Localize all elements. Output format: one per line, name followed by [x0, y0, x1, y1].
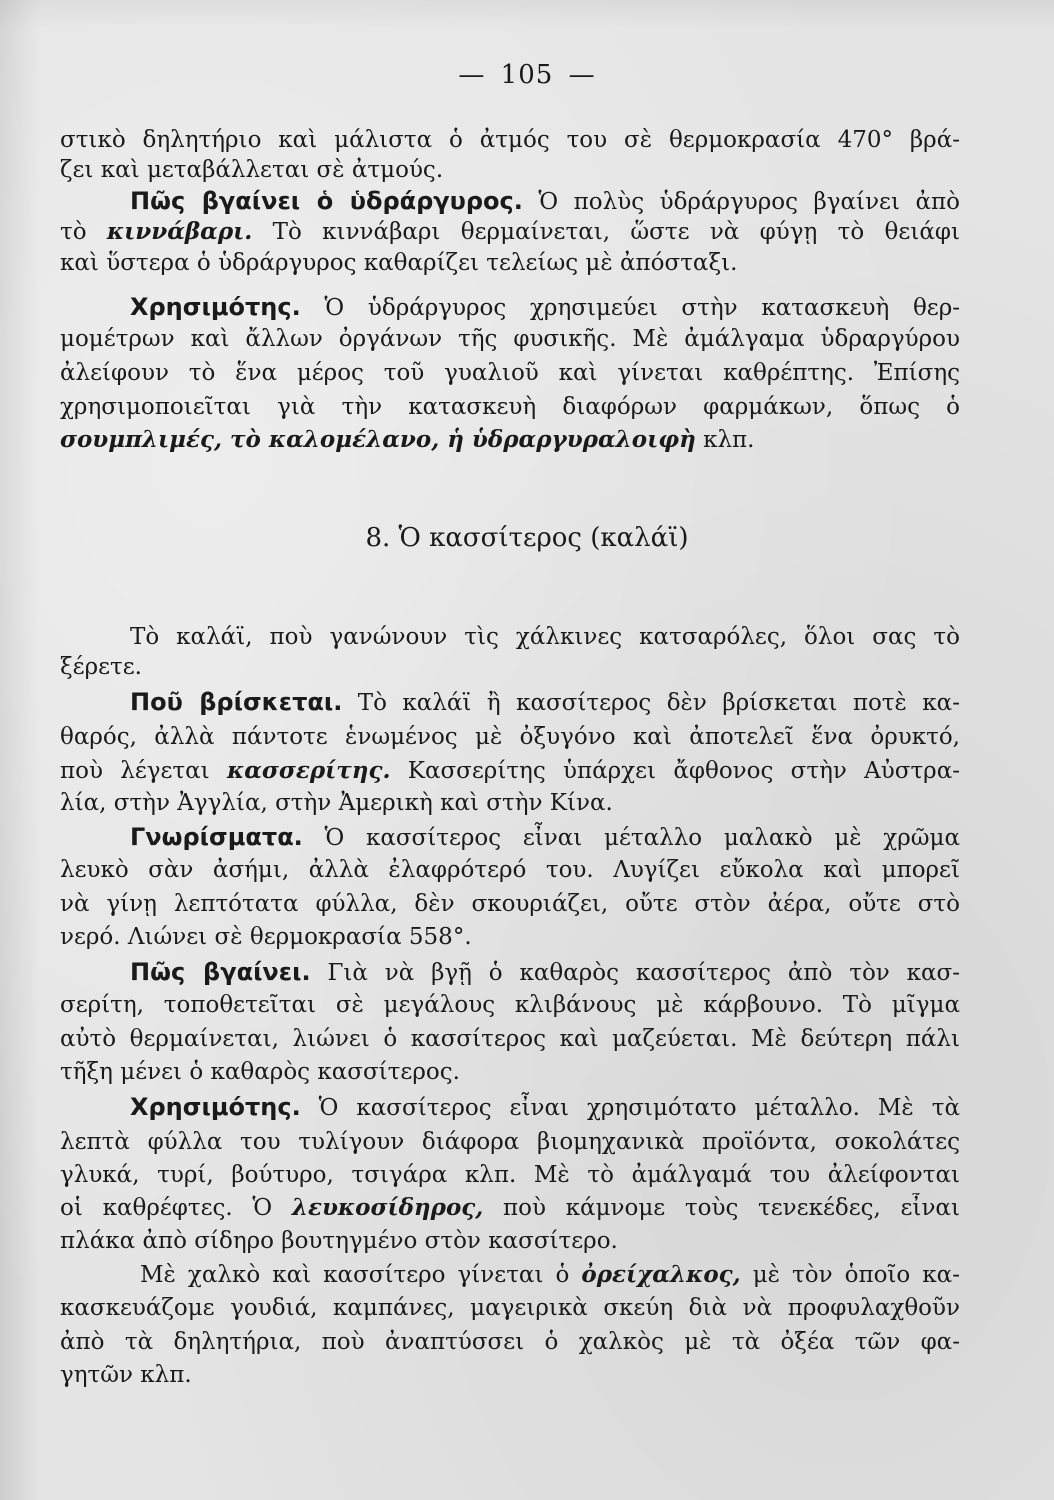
heading-usefulness-tin: Χρησιμότης.	[130, 1093, 301, 1121]
text-line	[130, 822, 960, 853]
text-line	[60, 392, 960, 422]
text-span: ζει καὶ μεταβάλλεται σὲ ἀτμούς.	[60, 157, 444, 183]
text-span: Ὁ ὑδράργυρος χρησιμεύει στὴν κατασκευὴ θερ-	[300, 295, 960, 321]
text-line	[60, 425, 960, 455]
text-span: σερίτη, τοποθετεῖται σὲ μεγάλους κλιβάνους μὲ κάρβουνο. Τὸ μῖγμα	[60, 992, 960, 1018]
text-line	[60, 990, 960, 1020]
text-span: πλάκα ἀπὸ σίδηρο βουτηγμένο στὸν κασσίτερο.	[60, 1228, 618, 1254]
text-span: Τὸ καλάϊ ἢ κασσίτερος δὲν βρίσκεται ποτὲ κα-	[342, 690, 960, 716]
text-line	[60, 922, 960, 952]
text-span: νὰ γίνῃ λεπτότατα φύλλα, δὲν σκουριάζει, οὔτε στὸν ἀέρα, οὔτε στὸ	[60, 891, 960, 917]
text-span: μομέτρων καὶ ἄλλων ὀργάνων τῆς φυσικῆς. Μὲ ἀμάλγαμα ὑδραργύρου	[60, 326, 960, 352]
page-number-value: 105	[500, 60, 554, 90]
text-span: ξέρετε.	[60, 654, 142, 680]
text-line	[60, 1293, 960, 1323]
text-span: Γιὰ νὰ βγῇ ὁ καθαρὸς κασσίτερος ἀπὸ τὸν κασ-	[310, 960, 960, 986]
heading-where-found: Ποῦ βρίσκεται.	[130, 688, 343, 716]
text-line	[130, 1092, 960, 1123]
text-line	[60, 756, 960, 786]
text-span: λεπτὰ φύλλα του τυλίγουν διάφορα βιομηχανικὰ προϊόντα, σοκολάτες	[60, 1129, 960, 1155]
text-line	[60, 1226, 960, 1256]
text-line	[60, 788, 960, 818]
text-line	[60, 652, 960, 682]
text-line	[60, 1024, 960, 1054]
text-span: Τὸ κιννάβαρι θερμαίνεται, ὥστε νὰ φύγῃ τὸ θειάφι	[252, 219, 960, 245]
italic-term: κιννάβαρι.	[106, 218, 253, 245]
page-number	[0, 60, 1054, 90]
text-line	[60, 1360, 960, 1390]
text-span: τῆξη μένει ὁ καθαρὸς κασσίτερος.	[60, 1059, 460, 1085]
text-span: ποὺ κάμνομε τοὺς τενεκέδες, εἶναι	[483, 1195, 960, 1221]
text-span: τὸ	[60, 219, 107, 245]
text-line	[60, 248, 960, 278]
text-span: κασκευάζομε γουδιά, καμπάνες, μαγειρικὰ σκεύη διὰ νὰ προφυλαχθοῦν	[60, 1295, 960, 1321]
text-span: λία, στὴν Ἀγγλία, στὴν Ἀμερικὴ καὶ στὴν Κίνα.	[60, 790, 613, 816]
text-line	[60, 125, 960, 155]
text-line	[60, 1057, 960, 1087]
text-span: Ὁ κασσίτερος εἶναι μέταλλο μαλακὸ μὲ χρῶμα	[302, 825, 960, 851]
section-title: 8. Ὁ κασσίτερος (καλάϊ)	[365, 523, 689, 553]
page-number-dash-right: —	[568, 60, 596, 90]
heading-usefulness: Χρησιμότης.	[130, 293, 301, 321]
text-span: στικὸ δηλητήριο καὶ μάλιστα ὁ ἀτμός του σὲ θερμοκρασία 470° βρά-	[60, 127, 960, 153]
heading-how-extracted: Πῶς βγαίνει ὁ ὑδράργυρος.	[130, 187, 523, 215]
text-span: Ὁ κασσίτερος εἶναι χρησιμότατο μέταλλο. Μὲ τὰ	[300, 1095, 960, 1121]
page-number-dash-left: —	[458, 60, 486, 90]
text-line	[60, 1127, 960, 1157]
heading-characteristics: Γνωρίσματα.	[130, 823, 303, 851]
text-line	[60, 217, 960, 247]
italic-term: σουμπλιμές, τὸ καλομέλανο, ἡ ὑδραργυραλοιφὴ	[60, 426, 696, 453]
text-line	[60, 855, 960, 885]
text-span: καὶ ὕστερα ὁ ὑδράργυρος καθαρίζει τελείως μὲ ἀπόσταξι.	[60, 250, 738, 276]
text-span: ποὺ λέγεται	[60, 758, 227, 784]
text-span: Κασσερίτης ὑπάρχει ἄφθονος στὴν Αὐστρα-	[390, 758, 960, 784]
text-line	[130, 186, 960, 217]
text-span: θαρός, ἀλλὰ πάντοτε ἑνωμένος μὲ ὀξυγόνο καὶ ἀποτελεῖ ἕνα ὀρυκτό,	[60, 724, 960, 750]
text-span: ἀπὸ τὰ δηλητήρια, ποὺ ἀναπτύσσει ὁ χαλκὸς μὲ τὰ ὀξέα τῶν φα-	[60, 1329, 960, 1355]
text-line	[130, 622, 960, 652]
text-span: Μὲ χαλκὸ καὶ κασσίτερο γίνεται ὁ	[140, 1262, 582, 1288]
text-line	[130, 292, 960, 323]
italic-term: ὀρείχαλκος,	[581, 1261, 741, 1288]
text-span: νερό. Λιώνει σὲ θερμοκρασία 558°.	[60, 924, 472, 950]
text-span: γητῶν κλπ.	[60, 1362, 192, 1388]
text-span: μὲ τὸν ὁποῖο κα-	[740, 1262, 960, 1288]
text-line	[140, 1260, 960, 1290]
text-line	[60, 1193, 960, 1223]
text-span: λευκὸ σὰν ἀσήμι, ἀλλὰ ἐλαφρότερό του. Λυγίζει εὔκολα καὶ μπορεῖ	[60, 857, 960, 883]
text-line	[60, 722, 960, 752]
text-span: ἀλείφουν τὸ ἕνα μέρος τοῦ γυαλιοῦ καὶ γίνεται καθρέπτης. Ἐπίσης	[60, 360, 960, 386]
italic-term: κασσερίτης.	[226, 757, 391, 784]
text-span: κλπ.	[695, 427, 755, 453]
text-span: Τὸ καλάϊ, ποὺ γανώνουν τὶς χάλκινες κατσαρόλες, ὅλοι σας τὸ	[130, 624, 960, 650]
text-span: γλυκά, τυρί, βούτυρο, τσιγάρα κλπ. Μὲ τὸ ἀμάλγαμά του ἀλείφονται	[60, 1162, 960, 1188]
text-line	[60, 889, 960, 919]
text-line	[60, 1160, 960, 1190]
italic-term: λευκοσίδηρος,	[291, 1194, 484, 1221]
text-span: οἱ καθρέφτες. Ὁ	[60, 1195, 292, 1221]
text-line	[60, 155, 960, 185]
text-line	[60, 358, 960, 388]
text-span: αὐτὸ θερμαίνεται, λιώνει ὁ κασσίτερος καὶ μαζεύεται. Μὲ δεύτερη πάλι	[60, 1026, 960, 1052]
text-line	[130, 687, 960, 718]
heading-how-extracted-tin: Πῶς βγαίνει.	[130, 958, 311, 986]
text-line	[60, 324, 960, 354]
text-line	[60, 1327, 960, 1357]
text-span: Ὁ πολὺς ὑδράργυρος βγαίνει ἀπὸ	[522, 189, 960, 215]
text-span: χρησιμοποιεῖται γιὰ τὴν κατασκευὴ διαφόρων φαρμάκων, ὅπως ὁ	[60, 394, 960, 420]
text-line	[130, 957, 960, 988]
